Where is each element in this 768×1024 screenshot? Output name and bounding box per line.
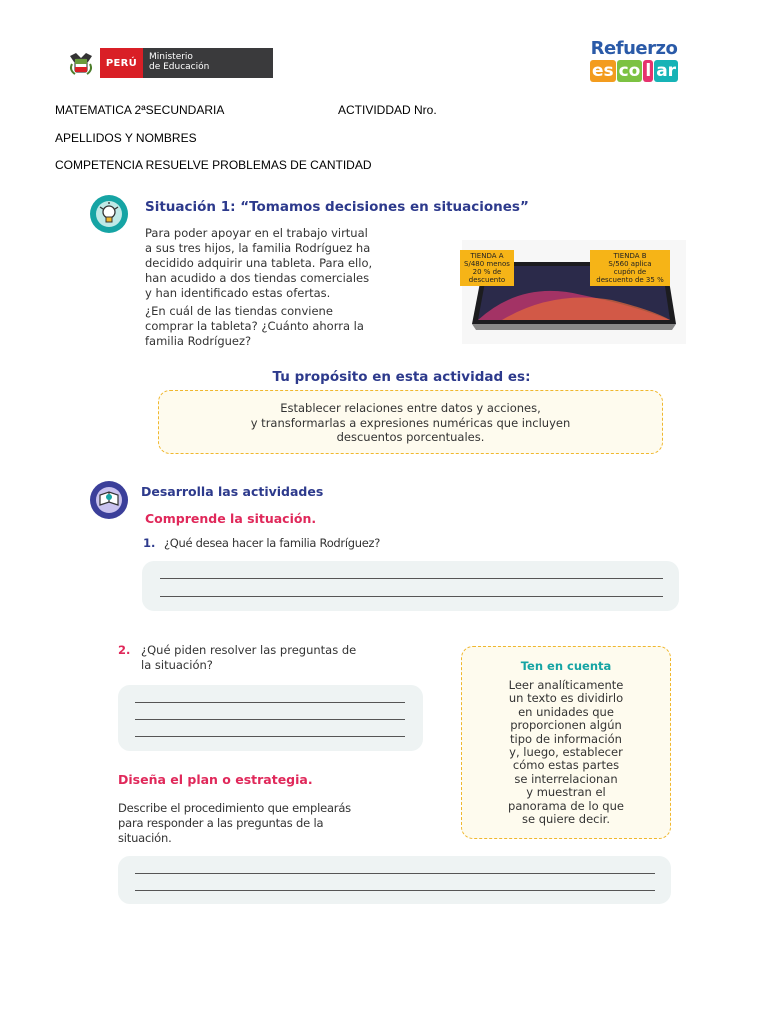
- store-a-line: descuento: [468, 276, 506, 284]
- situation-title: Situación 1: “Tomamos decisiones en situaciones”: [145, 199, 529, 215]
- tip-line: en unidades que: [518, 704, 614, 719]
- tip-line: se quiere decir.: [521, 812, 610, 827]
- tip-heading: Ten en cuenta: [520, 659, 612, 673]
- answer-rule: [160, 596, 663, 597]
- plan-line: Describe el procedimiento que emplearás: [118, 801, 351, 815]
- purpose-line: Establecer relaciones entre datos y acciones,: [280, 401, 541, 415]
- ministry-label: [143, 48, 273, 78]
- store-a-tag: [460, 250, 514, 286]
- brand-piece-4: ar: [656, 61, 677, 81]
- activity-line: ACTIVIDDAD Nro.: [338, 103, 437, 117]
- store-a-line: TIENDA A: [470, 252, 504, 260]
- brand-bottom: [580, 60, 688, 82]
- lightbulb-icon: [90, 195, 128, 233]
- tip-line: Leer analíticamente: [508, 678, 624, 692]
- store-b-line: descuento de 35 %: [596, 276, 664, 284]
- q1-number: 1.: [143, 536, 156, 550]
- purpose-line: y transformarlas a expresiones numéricas que incluyen: [250, 415, 571, 430]
- situation-line: han acudido a dos tiendas comerciales: [145, 271, 370, 285]
- situation-line: decidido adquirir una tableta. Para ello,: [145, 256, 373, 270]
- q2-text: [141, 643, 426, 673]
- ministry-line-2: de Educación: [149, 62, 210, 72]
- tip-line: proporcionen algún: [510, 718, 622, 733]
- store-b-line: cupón de: [613, 268, 647, 276]
- answer-rule: [135, 873, 655, 874]
- question-line: comprar la tableta? ¿Cuánto ahorra la: [145, 319, 364, 333]
- brand-top: Refuerzo: [590, 38, 678, 59]
- plan-line: para responder a las preguntas de la: [118, 816, 324, 830]
- answer-rule: [135, 702, 405, 703]
- answer-rule: [135, 719, 405, 720]
- question-line: ¿En cuál de las tiendas conviene: [145, 304, 333, 318]
- tip-line: se interrelacionan: [514, 771, 618, 786]
- question-line: familia Rodríguez?: [145, 334, 252, 348]
- situation-paragraph: [145, 226, 425, 301]
- q2-number: 2.: [118, 643, 131, 657]
- purpose-box: [158, 390, 663, 454]
- answer-rule: [160, 578, 663, 579]
- store-a-line: 20 % de: [472, 268, 502, 276]
- coat-of-arms-icon: [62, 48, 100, 78]
- purpose-heading: Tu propósito en esta actividad es:: [272, 369, 531, 385]
- tablet-image: [462, 240, 686, 344]
- q1-text: ¿Qué desea hacer la familia Rodríguez?: [164, 536, 381, 550]
- tip-line: panorama de lo que: [508, 798, 624, 813]
- situation-questions: [145, 304, 425, 349]
- q2-line: la situación?: [141, 658, 213, 672]
- plan-heading: Diseña el plan o estrategia.: [118, 772, 313, 787]
- situation-line: y han identificado estas ofertas.: [145, 286, 331, 300]
- understand-heading: Comprende la situación.: [145, 511, 317, 526]
- store-a-line: S/480 menos: [464, 260, 510, 268]
- situation-line: Para poder apoyar en el trabajo virtual: [145, 226, 368, 240]
- store-b-tag: [590, 250, 670, 286]
- purpose-line: descuentos porcentuales.: [336, 430, 485, 444]
- answer-rule: [135, 736, 405, 737]
- tip-line: cómo estas partes: [512, 758, 620, 773]
- ministry-line-1: Ministerio: [149, 52, 193, 62]
- store-b-line: S/560 aplica: [608, 260, 652, 268]
- book-icon: [90, 481, 128, 519]
- q2-line: ¿Qué piden resolver las preguntas de: [141, 643, 357, 657]
- activities-heading: Desarrolla las actividades: [141, 484, 324, 499]
- tip-box: [461, 646, 671, 839]
- tip-line: y muestran el: [526, 785, 606, 800]
- brand-piece-2: co: [618, 61, 641, 81]
- situation-line: a sus tres hijos, la familia Rodríguez ha: [145, 241, 371, 255]
- brand-piece-1: es: [591, 61, 614, 81]
- plan-line: situación.: [118, 831, 172, 845]
- peru-label: PERÚ: [100, 48, 143, 78]
- refuerzo-escolar-logo: [580, 40, 688, 84]
- q1-answer-box[interactable]: [142, 561, 679, 611]
- minedu-logo: [62, 48, 273, 78]
- subject-line: MATEMATICA 2ªSECUNDARIA: [55, 103, 225, 117]
- store-b-line: TIENDA B: [613, 252, 647, 260]
- tip-line: un texto es dividirlo: [508, 691, 624, 706]
- competency-line: COMPETENCIA RESUELVE PROBLEMAS DE CANTIDAD: [55, 158, 372, 172]
- tip-line: y, luego, establecer: [509, 745, 623, 760]
- q2-answer-box[interactable]: [118, 685, 423, 751]
- brand-piece-3: l: [645, 61, 652, 81]
- names-line: APELLIDOS Y NOMBRES: [55, 131, 197, 145]
- tip-line: tipo de información: [510, 731, 622, 746]
- tip-text: [462, 679, 670, 826]
- plan-text: [118, 801, 423, 846]
- answer-rule: [135, 890, 655, 891]
- plan-answer-box[interactable]: [118, 856, 671, 904]
